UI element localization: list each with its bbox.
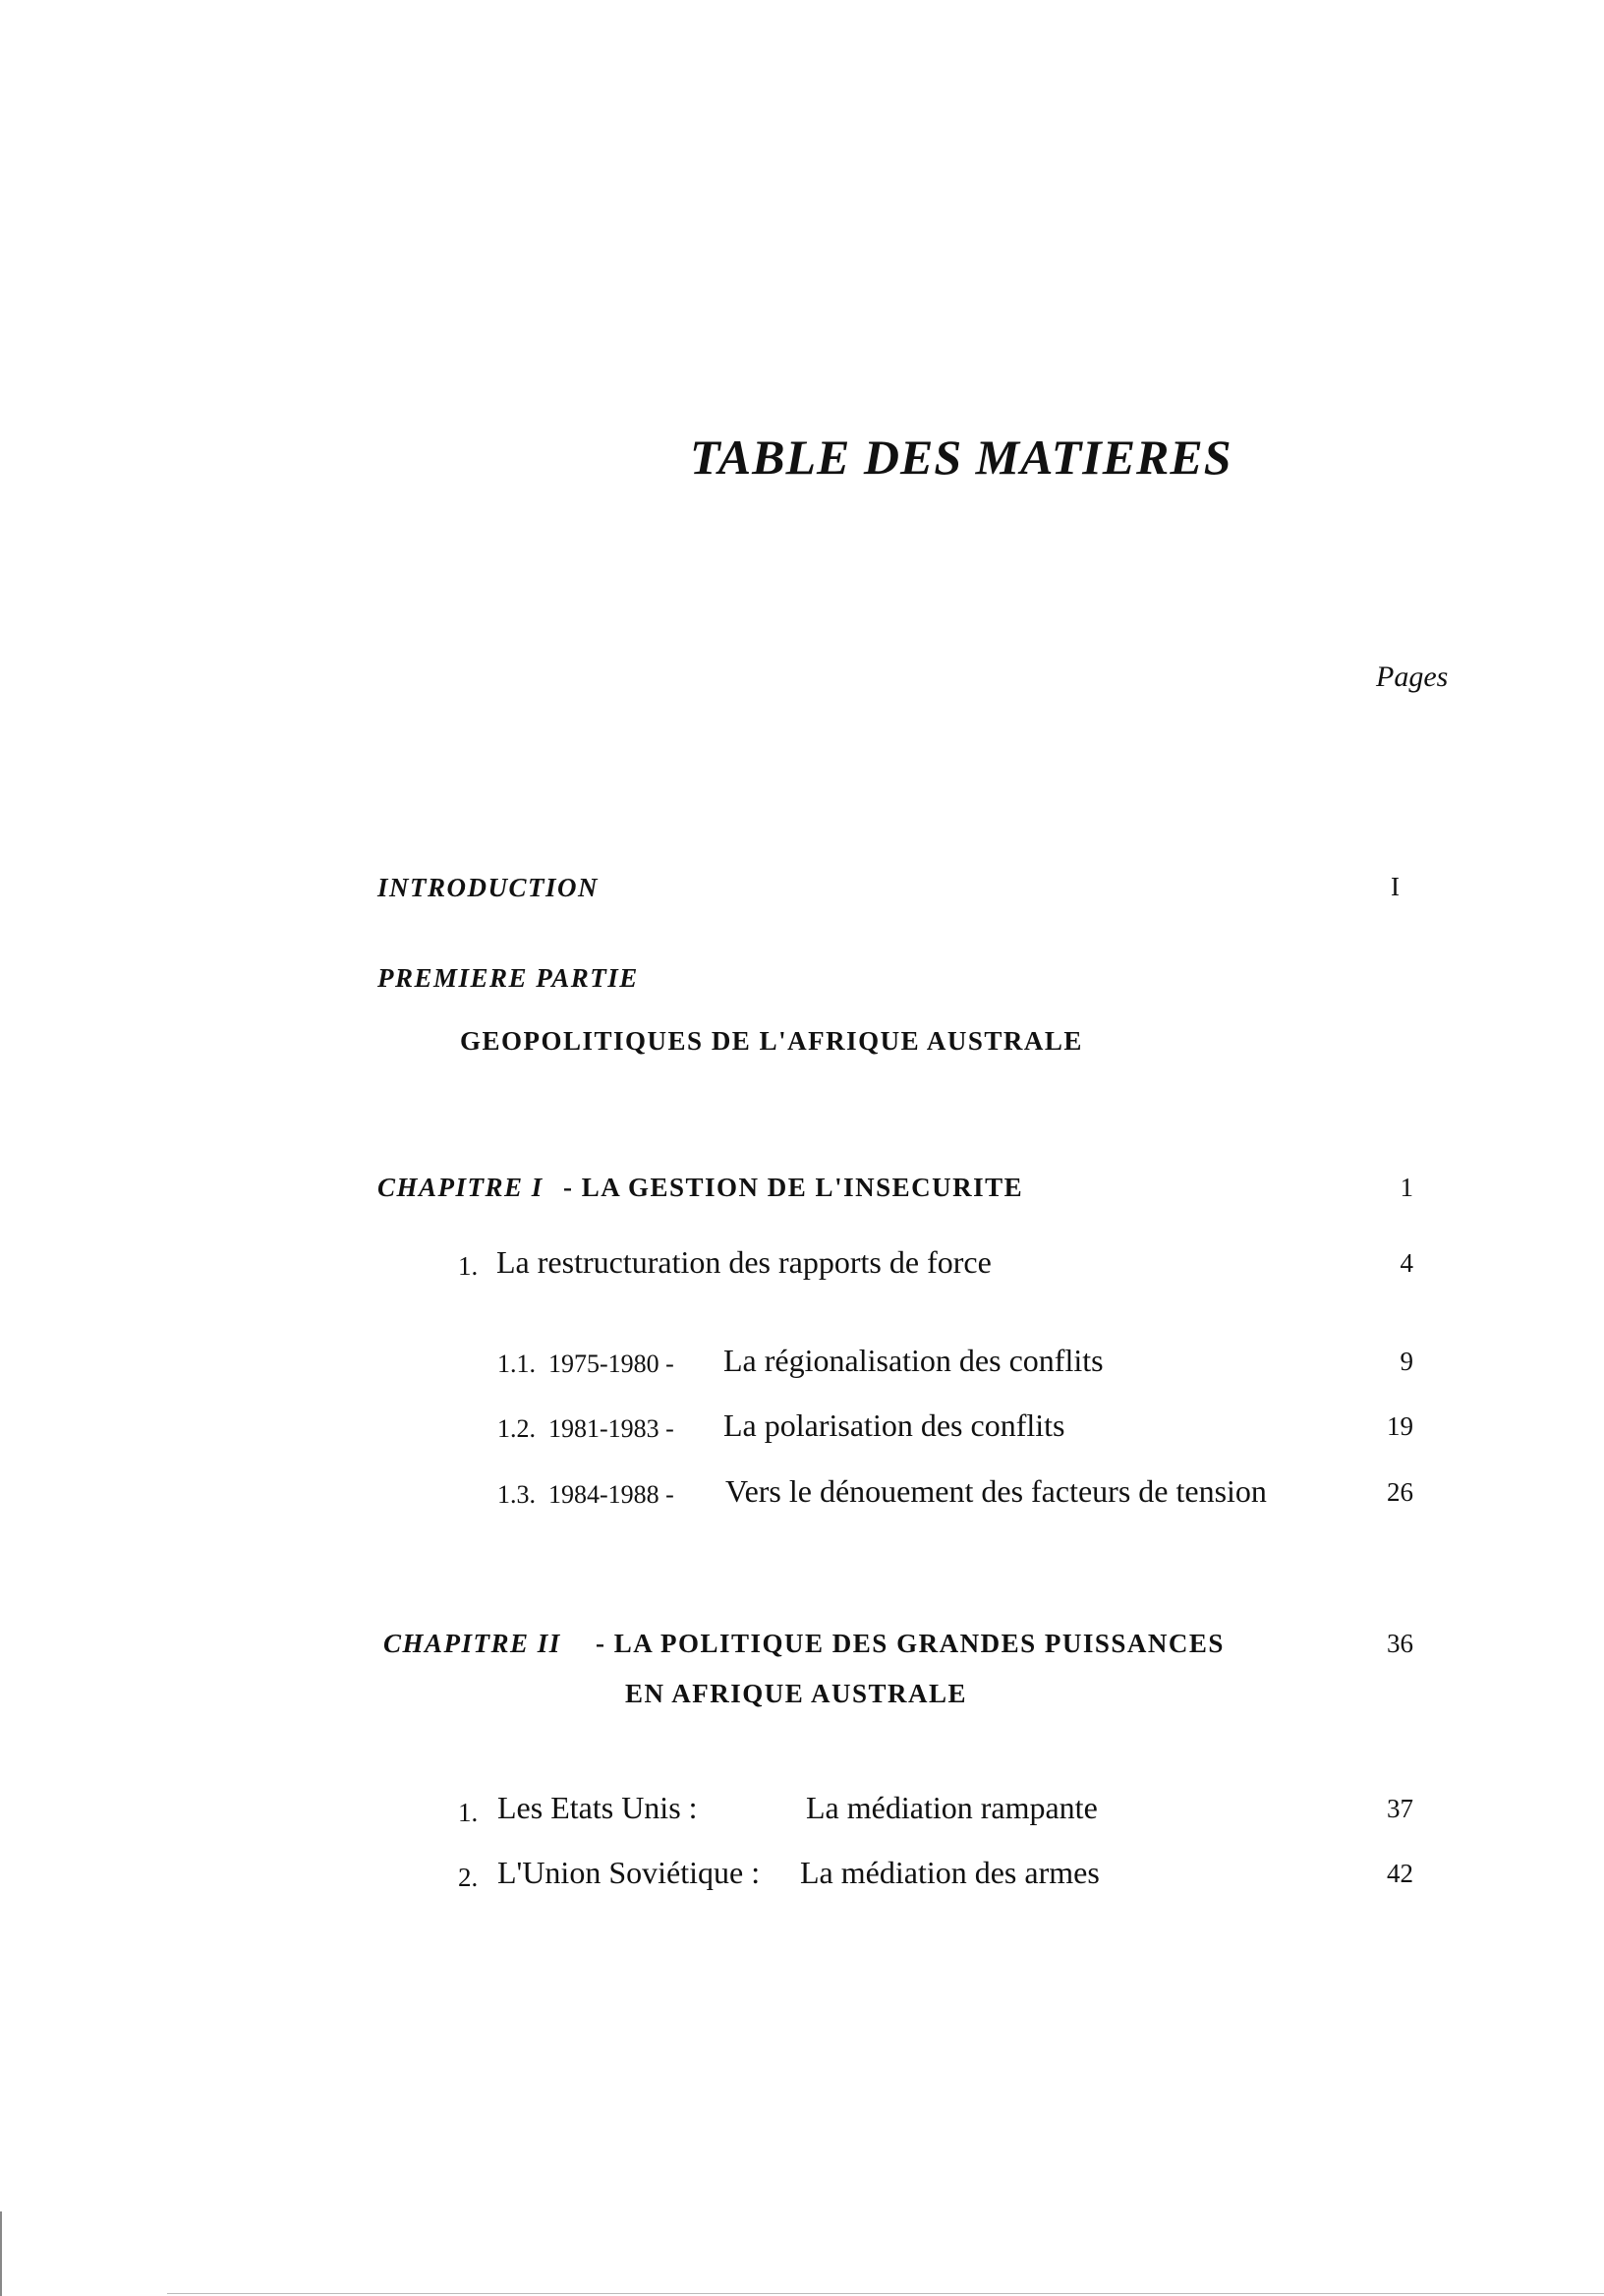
- section-page: 37: [1387, 1794, 1413, 1823]
- chapter-1-page: 1: [1400, 1173, 1413, 1202]
- subsection-years: 1975-1980 -: [548, 1349, 674, 1378]
- subsection-number: 1.3.: [497, 1480, 536, 1509]
- chapter-2-page: 36: [1387, 1629, 1413, 1658]
- scan-edge-bottom: [167, 2293, 1604, 2294]
- subsection-page: 26: [1387, 1477, 1413, 1507]
- subsection-title: La régionalisation des conflits: [723, 1343, 1104, 1378]
- section-actor: Les Etats Unis :: [497, 1790, 698, 1825]
- section-page: 4: [1400, 1248, 1413, 1278]
- subsection-number: 1.1.: [497, 1349, 536, 1378]
- section-number: 1.: [458, 1798, 479, 1827]
- chapter-1-label: CHAPITRE I: [377, 1173, 544, 1202]
- chapter-1-title: - LA GESTION DE L'INSECURITE: [563, 1173, 1024, 1202]
- section-number: 1.: [458, 1251, 479, 1281]
- introduction-label: INTRODUCTION: [377, 873, 600, 902]
- subsection-page: 9: [1400, 1347, 1413, 1376]
- section-title: La médiation des armes: [800, 1855, 1100, 1890]
- section-page: 42: [1387, 1859, 1413, 1888]
- subsection-number: 1.2.: [497, 1414, 536, 1443]
- chapter-2-label: CHAPITRE II: [383, 1629, 561, 1658]
- section-title: La restructuration des rapports de force: [496, 1244, 992, 1280]
- section-number: 2.: [458, 1863, 479, 1892]
- scan-edge-left: [0, 2211, 2, 2296]
- introduction-page: I: [1391, 872, 1400, 901]
- pages-column-header: Pages: [1376, 660, 1449, 693]
- subsection-years: 1984-1988 -: [548, 1480, 674, 1509]
- subsection-years: 1981-1983 -: [548, 1414, 674, 1443]
- section-actor: L'Union Soviétique :: [497, 1855, 761, 1890]
- section-title: La médiation rampante: [806, 1790, 1098, 1825]
- page-title: TABLE DES MATIERES: [690, 430, 1232, 485]
- subsection-title: La polarisation des conflits: [723, 1407, 1065, 1443]
- subsection-title: Vers le dénouement des facteurs de tension: [725, 1473, 1267, 1509]
- subsection-page: 19: [1387, 1411, 1413, 1441]
- part-subtitle: GEOPOLITIQUES DE L'AFRIQUE AUSTRALE: [460, 1026, 1083, 1056]
- chapter-2-title-line1: - LA POLITIQUE DES GRANDES PUISSANCES: [596, 1629, 1225, 1658]
- chapter-2-title-line2: EN AFRIQUE AUSTRALE: [625, 1679, 968, 1708]
- part-label: PREMIERE PARTIE: [377, 963, 639, 993]
